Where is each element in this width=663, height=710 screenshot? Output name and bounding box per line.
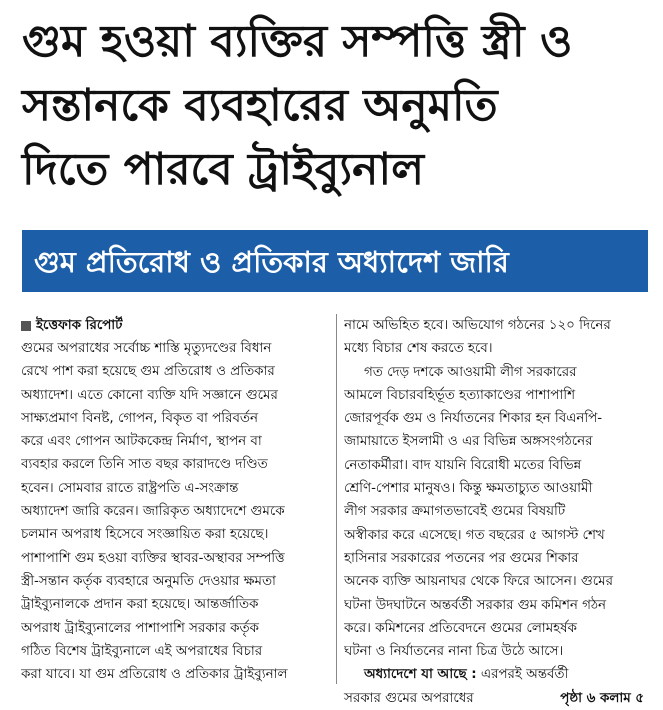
headline — [22, 10, 652, 202]
column-divider — [336, 314, 337, 684]
body-line: ট্রাইব্যুনালকে প্রদান করা হয়েছে। আন্তর্জাতিক — [21, 597, 259, 613]
headline-line-3: দিতে পারবে ট্রাইব্যুনাল — [22, 144, 424, 195]
article-right-column — [344, 314, 644, 710]
body-line: অস্বীকার করে এসেছে। গত বছরের ৫ আগস্ট শেখ — [344, 527, 605, 543]
body-line: ঘটনা উদঘাটনে অন্তর্বর্তী সরকার গুম কমিশন গঠন — [344, 597, 607, 613]
subheadline-text: গুম প্রতিরোধ ও প্রতিকার অধ্যাদেশ জারি — [34, 245, 509, 279]
section-line — [344, 663, 644, 686]
body-line: ব্যবহার করলে তিনি সাত বছর কারাদণ্ডে দণ্ডিত — [21, 457, 268, 473]
body-line: মধ্যে বিচার শেষ করতে হবে। — [344, 341, 493, 357]
page-reference[interactable]: পৃষ্ঠা ৬ কলাম ৫ — [560, 690, 644, 706]
last-line-text: সরকার গুমের অপরাধের — [344, 690, 474, 706]
body-line-indented: গত দেড় দশকে আওয়ামী লীগ সরকারের — [364, 364, 577, 380]
body-line: চলমান অপরাধ হিসেবে সংজ্ঞায়িত করা হয়েছে। — [21, 527, 269, 543]
subheadline-banner — [22, 230, 648, 292]
body-line: অনেক ব্যক্তি আয়নাঘর থেকে ফিরে আসেন। গুমের — [344, 574, 613, 590]
byline-square-icon — [21, 321, 31, 331]
body-line: স্ত্রী-সন্তান কর্তৃক ব্যবহারে অনুমতি দেওয়ার ক্ষমতা — [21, 573, 276, 589]
byline — [21, 314, 330, 337]
body-line: নামে অভিহিত হবে। অভিযোগ গঠনের ১২০ দিনের — [344, 318, 611, 333]
body-line: ঘটনা ও নির্যাতনের নানা চিত্র উঠে আসে। — [344, 644, 564, 660]
body-line: করা যাবে। যা গুম প্রতিরোধ ও প্রতিকার ট্রাইব্যুনাল — [21, 667, 288, 683]
article-left-column — [21, 314, 330, 686]
body-line: নেতাকর্মীরা। বাদ যায়নি বিরোধী মতের বিভিন্ন — [344, 457, 582, 473]
body-line: গঠিত বিশেষ ট্রাইব্যুনালে এই অপরাধের বিচার — [21, 643, 263, 659]
body-line: লীগ সরকার ক্রমাগতভাবেই গুমের বিষয়টি — [344, 504, 566, 520]
body-line: আমলে বিচারবহির্ভূত হত্যাকাণ্ডের পাশাপাশি — [344, 387, 575, 403]
body-line: গুমের অপরাধের সর্বোচ্চ শাস্তি মৃত্যুদণ্ডের বিধান — [21, 341, 272, 356]
body-line: রেখে পাশ করা হয়েছে গুম প্রতিরোধ ও প্রতিকার — [21, 364, 275, 380]
body-line: করে। কমিশনের প্রতিবেদনে গুমের লোমহর্ষক — [344, 620, 577, 636]
body-line: শ্রেণি-পেশার মানুষও। কিন্তু ক্ষমতাচ্যুত আওয়ামী — [344, 481, 593, 497]
body-line: জোরপূর্বক গুম ও নির্যাতনের শিকার হন বিএনপি- — [344, 411, 603, 427]
body-line: হাসিনার সরকারের পতনের পর গুমের শিকার — [344, 550, 579, 566]
section-text: এরপরই অন্তর্বর্তী — [476, 667, 569, 683]
byline-text: ইত্তেফাক রিপোর্ট — [36, 317, 123, 333]
body-line: অপরাধ ট্রাইব্যুনালের পাশাপাশি সরকার কর্তৃক — [21, 620, 259, 636]
body-line: অধ্যাদেশ জারি করেন। জারিকৃত অধ্যাদেশে গুমকে — [21, 504, 285, 520]
body-line: সাক্ষ্যপ্রমাণ বিনষ্ট, গোপন, বিকৃত বা পরিবর্তন — [21, 410, 258, 426]
last-line — [344, 687, 644, 710]
body-line: করে এবং গোপন আটককেন্দ্র নির্মাণ, স্থাপন বা — [21, 434, 262, 450]
body-line: অধ্যাদেশ। এতে কোনো ব্যক্তি যদি সজ্ঞানে গুমের — [21, 387, 278, 403]
headline-line-1: গুম হওয়া ব্যক্তির সম্পত্তি স্ত্রী ও — [22, 16, 573, 67]
body-line: পাশাপাশি গুম হওয়া ব্যক্তির স্থাবর-অস্থাবর সম্পত্তি — [21, 550, 285, 566]
section-heading: অধ্যাদেশে যা আছে : — [364, 667, 477, 683]
body-line: জামায়াতে ইসলামী ও এর বিভিন্ন অঙ্গসংগঠনের — [344, 434, 593, 450]
headline-line-2: সন্তানকে ব্যবহারের অনুমতি — [22, 80, 498, 131]
body-line: হবেন। সোমবার রাতে রাষ্ট্রপতি এ-সংক্রান্ত — [21, 480, 239, 496]
